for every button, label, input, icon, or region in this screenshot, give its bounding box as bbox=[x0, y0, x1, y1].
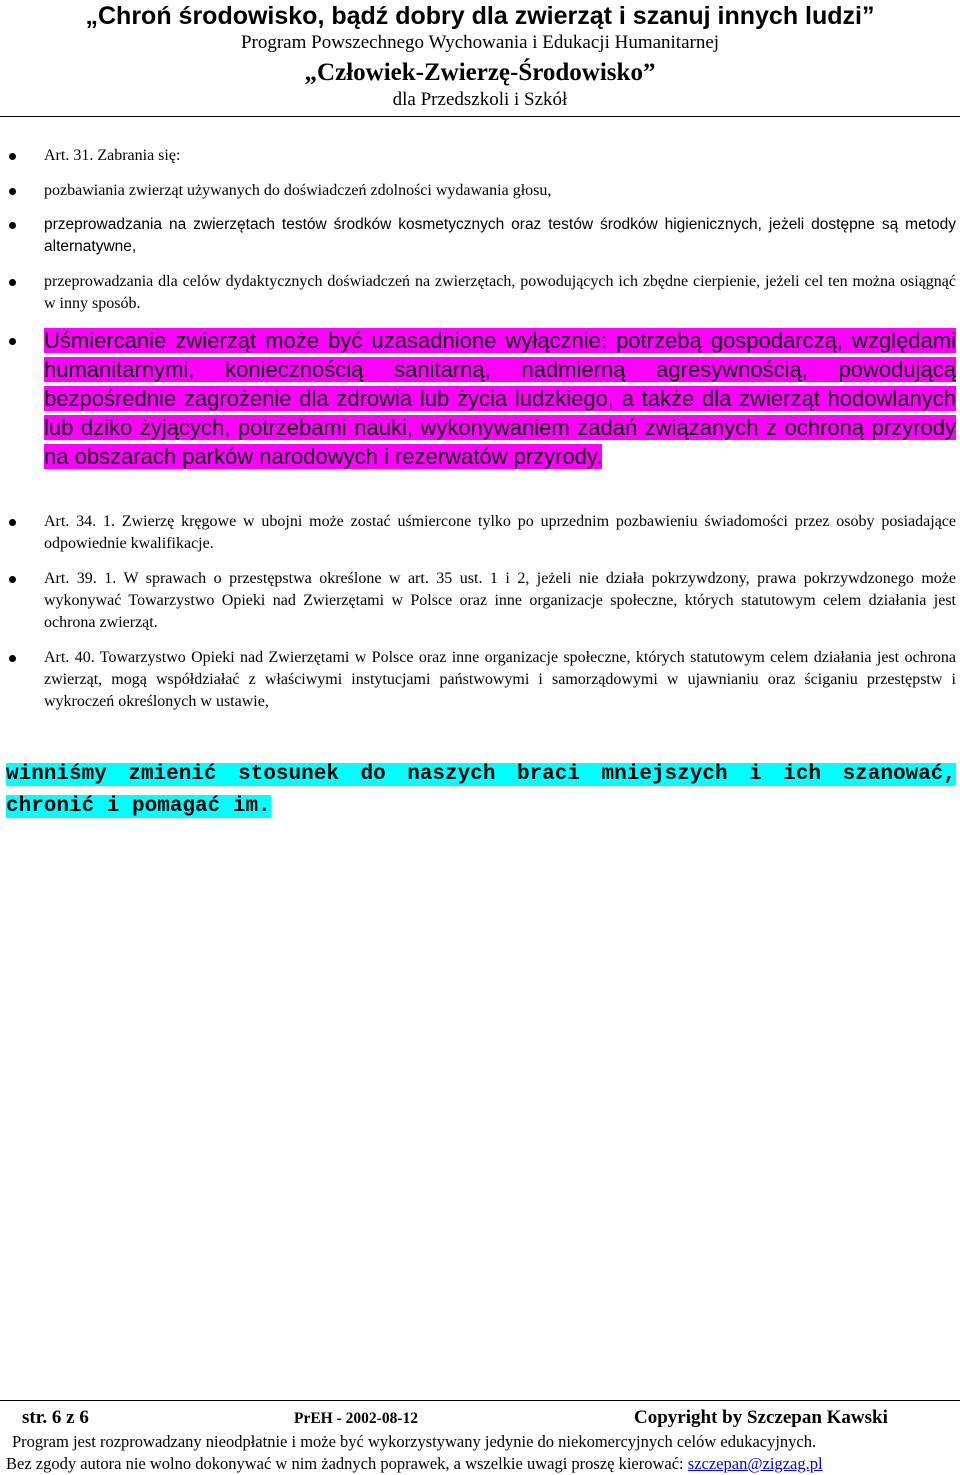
audience-line: dla Przedszkoli i Szkół bbox=[392, 89, 568, 110]
list-item bbox=[44, 271, 956, 315]
bullet-icon bbox=[9, 153, 16, 160]
closing-statement bbox=[6, 759, 956, 823]
list-item-text: Art. 34. 1. Zwierzę kręgowe w ubojni może zostać uśmiercone tylko po uprzednim pozbawieniu świadomości przez osoby posiadające odpowiednie kwalifikacje. bbox=[44, 513, 956, 552]
list-item-text: pozbawiania zwierząt używanych do doświadczeń zdolności wydawania głosu, bbox=[44, 182, 552, 199]
bullet-icon bbox=[9, 188, 16, 195]
page-number: str. 6 z 6 bbox=[22, 1407, 89, 1428]
copyright: Copyright by Szczepan Kawski bbox=[634, 1407, 888, 1428]
footer-notice-line2 bbox=[6, 1453, 960, 1475]
footer-notice-text: Bez zgody autora nie wolno dokonywać w nim żadnych poprawek, a wszelkie uwagi proszę kierować: bbox=[6, 1454, 684, 1473]
program-name: „Człowiek-Zwierzę-Środowisko” bbox=[304, 59, 656, 86]
closing-highlighted-text: winniśmy zmienić stosunek do naszych braci mniejszych i ich szanować, chronić i pomagać im. bbox=[6, 763, 956, 818]
list-item-text: Art. 31. Zabrania się: bbox=[44, 147, 181, 164]
bullet-icon bbox=[9, 222, 16, 229]
list-item-text: przeprowadzania na zwierzętach testów środków kosmetycznych oraz testów środków higienicznych, jeżeli dostępne są metody alternatywne, bbox=[44, 216, 956, 255]
highlighted-list-item bbox=[44, 326, 956, 471]
footer-divider bbox=[0, 1400, 960, 1401]
bullet-icon bbox=[9, 576, 16, 583]
bullet-icon bbox=[9, 519, 16, 526]
list-item bbox=[44, 145, 956, 167]
bullet-icon bbox=[9, 338, 16, 345]
email-link[interactable]: szczepan@zigzag.pl bbox=[687, 1454, 823, 1473]
document-code: PrEH - 2002-08-12 bbox=[294, 1410, 418, 1427]
bullet-icon bbox=[9, 655, 16, 662]
list-item-text: przeprowadzania dla celów dydaktycznych doświadczeń na zwierzętach, powodujących ich zbędne cierpienie, jeżeli cel ten można osiągnąć w inny sposób. bbox=[44, 273, 956, 312]
list-item bbox=[44, 214, 956, 258]
bullet-icon bbox=[9, 279, 16, 286]
program-subtitle: Program Powszechnego Wychowania i Edukacji Humanitarnej bbox=[240, 32, 720, 53]
list-item bbox=[44, 511, 956, 555]
list-item-text: Art. 40. Towarzystwo Opieki nad Zwierzętami w Polsce oraz inne organizacje społeczne, których statutowym celem działania jest ochrona zwierząt, mogą współdziałać z właściwymi instytucjami państwowymi i samorządowymi w ujawnianiu oraz ściganiu przestępstw i wykroczeń określonych w ustawie, bbox=[44, 649, 956, 710]
highlighted-text: Uśmiercanie zwierząt może być uzasadnione wyłącznie: potrzebą gospodarczą, względami humanitarnymi, koniecznością sanitarną, nadmierną agresywnością, powodującą bezpośrednie zagrożenie dla zdrowia lub życia ludzkiego, a także dla zwierząt hodowlanych lub dziko żyjących, potrzebami nauki, wykonywaniem zadań związanych z ochroną przyrody na obszarach parków narodowych i rezerwatów przyrody. bbox=[44, 328, 956, 469]
list-item bbox=[44, 180, 956, 202]
list-item-text: Art. 39. 1. W sprawach o przestępstwa określone w art. 35 ust. 1 i 2, jeżeli nie działa pokrzywdzony, prawa pokrzywdzonego może wykonywać Towarzystwo Opieki nad Zwierzętami w Polsce oraz inne organizacje społeczne, których statutowym celem działania jest ochrona zwierząt. bbox=[44, 570, 956, 631]
list-item bbox=[44, 647, 956, 713]
document-title: „Chroń środowisko, bądź dobry dla zwierząt i szanuj innych ludzi” bbox=[85, 2, 875, 30]
footer-notice-line1: Program jest rozprowadzany nieodpłatnie i może być wykorzystywany jedynie do niekomercyjnych celów edukacyjnych. bbox=[12, 1432, 817, 1451]
list-item bbox=[44, 568, 956, 634]
header-divider bbox=[0, 116, 960, 117]
